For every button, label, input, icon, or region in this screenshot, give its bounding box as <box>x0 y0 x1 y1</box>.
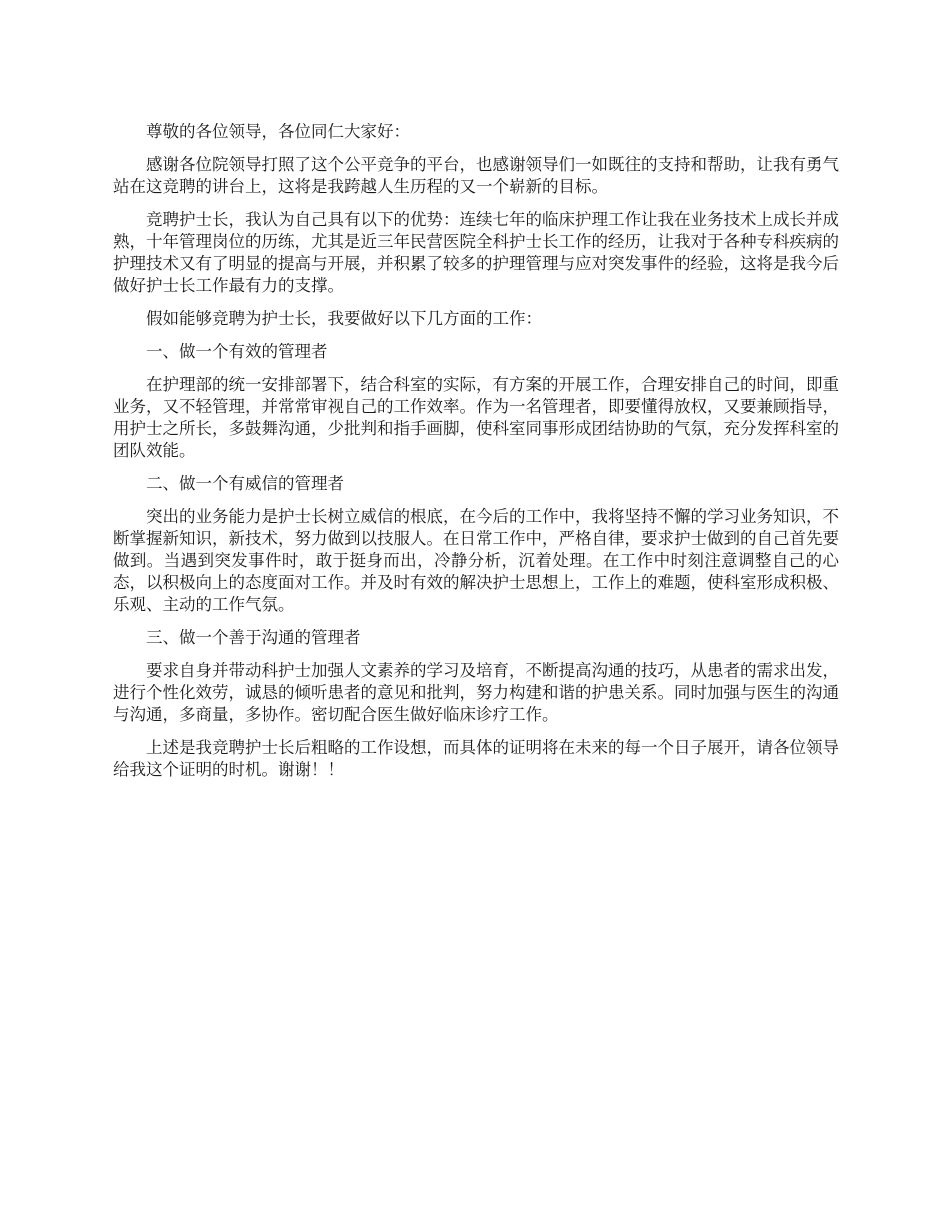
section-body-3: 要求自身并带动科护士加强人文素养的学习及培育，不断提高沟通的技巧，从患者的需求出发，进行个性化效劳，诚恳的倾听患者的意见和批判，努力构建和谐的护患关系。同时加强与医生的沟通与沟通，多商量，多协作。密切配合医生做好临床诊疗工作。 <box>113 661 839 724</box>
closing-paragraph: 上述是我竞聘护士长后粗略的工作设想，而具体的证明将在未来的每一个日子展开，请各位领导给我这个证明的时机。谢谢！！ <box>113 738 839 779</box>
section-body-1: 在护理部的统一安排部署下，结合科室的实际，有方案的开展工作，合理安排自己的时间，即重业务，又不轻管理，并常常审视自己的工作效率。作为一名管理者，即要懂得放权，又要兼顾指导，用护士之所长，多鼓舞沟通，少批判和指手画脚，使科室同事形成团结协助的气氛，充分发挥科室的团队效能。 <box>113 375 839 460</box>
greeting-paragraph: 尊敬的各位领导，各位同仁大家好： <box>146 122 410 141</box>
document-body <box>113 121 839 792</box>
section-heading-3: 三、做一个善于沟通的管理者 <box>146 628 361 647</box>
section-heading-2: 二、做一个有威信的管理者 <box>146 474 344 493</box>
section-heading-1: 一、做一个有效的管理者 <box>146 342 328 361</box>
section-body-2: 突出的业务能力是护士长树立威信的根底，在今后的工作中，我将坚持不懈的学习业务知识，不断掌握新知识，新技术，努力做到以技服人。在日常工作中，严格自律，要求护士做到的自己首先要做到。当遇到突发事件时，敢于挺身而出，冷静分析，沉着处理。在工作中时刻注意调整自己的心态，以积极向上的态度面对工作。并及时有效的解决护士思想上，工作上的难题，使科室形成积极、乐观、主动的工作气氛。 <box>113 507 839 614</box>
plan-intro-paragraph: 假如能够竞聘为护士长，我要做好以下几方面的工作： <box>146 309 542 328</box>
advantages-paragraph: 竞聘护士长，我认为自己具有以下的优势：连续七年的临床护理工作让我在业务技术上成长并成熟，十年管理岗位的历练，尤其是近三年民营医院全科护士长工作的经历，让我对于各种专科疾病的护理技术又有了明显的提高与开展，并积累了较多的护理管理与应对突发事件的经验，这将是我今后做好护士长工作最有力的支撑。 <box>113 210 839 295</box>
thanks-paragraph: 感谢各位院领导打照了这个公平竞争的平台，也感谢领导们一如既往的支持和帮助，让我有勇气站在这竞聘的讲台上，这将是我跨越人生历程的又一个崭新的目标。 <box>113 155 839 196</box>
